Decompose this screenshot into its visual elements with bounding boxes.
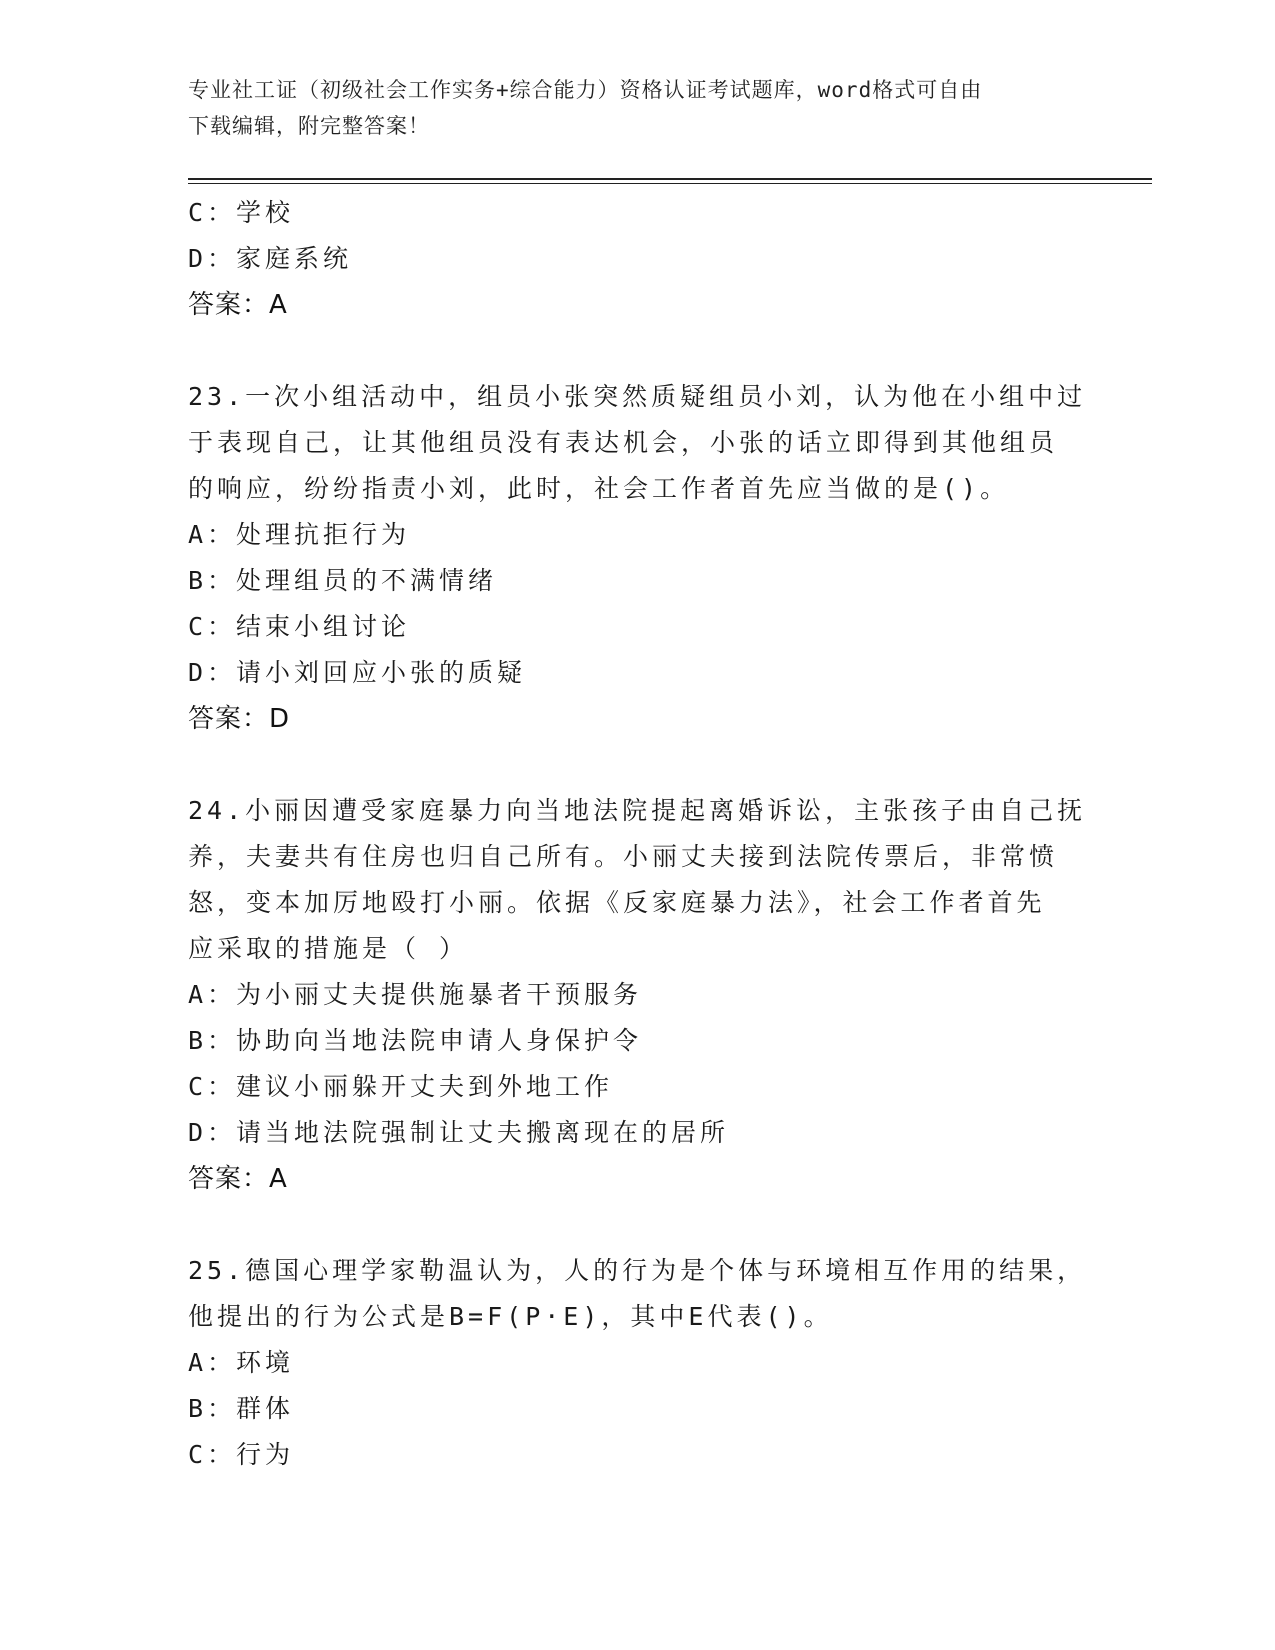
spacer [188,742,1088,788]
option-a: A：环境 [188,1348,295,1377]
option-d: D：家庭系统 [188,244,353,273]
answer-line: 答案：D [188,704,291,734]
option-a: A：为小丽丈夫提供施暴者干预服务 [188,980,643,1009]
question-stem: 他提出的行为公式是B=F(P·E)，其中E代表()。 [188,1302,833,1331]
document-body [188,190,1088,1478]
question-stem: 应采取的措施是（ ） [188,934,469,963]
answer-line: 答案：A [188,1164,288,1194]
option-b: B：处理组员的不满情绪 [188,566,498,595]
question-stem: 于表现自己，让其他组员没有表达机会，小张的话立即得到其他组员 [188,428,1059,457]
question-23 [188,374,1088,742]
question-stem: 的响应，纷纷指责小刘，此时，社会工作者首先应当做的是()。 [188,474,1010,503]
option-c: C：行为 [188,1440,295,1469]
question-25 [188,1248,1088,1478]
question-24 [188,788,1088,1202]
question-stem: 怒，变本加厉地殴打小丽。依据《反家庭暴力法》，社会工作者首先 [188,888,1046,917]
question-stem: 24.小丽因遭受家庭暴力向当地法院提起离婚诉讼，主张孩子由自己抚 [188,796,1087,825]
option-c: C：结束小组讨论 [188,612,411,641]
option-c: C：学校 [188,198,295,227]
option-b: B：协助向当地法院申请人身保护令 [188,1026,643,1055]
spacer [188,1202,1088,1248]
option-b: B：群体 [188,1394,295,1423]
option-d: D：请小刘回应小张的质疑 [188,658,527,687]
question-stem: 25.德国心理学家勒温认为，人的行为是个体与环境相互作用的结果， [188,1256,1087,1285]
question-22-tail [188,190,1088,328]
spacer [188,328,1088,374]
option-c: C：建议小丽躲开丈夫到外地工作 [188,1072,614,1101]
question-stem: 23.一次小组活动中，组员小张突然质疑组员小刘，认为他在小组中过 [188,382,1087,411]
option-d: D：请当地法院强制让丈夫搬离现在的居所 [188,1118,730,1147]
option-a: A：处理抗拒行为 [188,520,411,549]
header-line-2: 下载编辑，附完整答案！ [188,114,430,138]
header-divider-thin [188,183,1152,184]
answer-line: 答案：A [188,290,288,320]
question-stem: 养，夫妻共有住房也归自己所有。小丽丈夫接到法院传票后，非常愤 [188,842,1059,871]
header-line-1: 专业社工证（初级社会工作实务+综合能力）资格认证考试题库，word格式可自由 [188,78,983,102]
document-header [188,72,1088,144]
header-divider [188,178,1152,180]
